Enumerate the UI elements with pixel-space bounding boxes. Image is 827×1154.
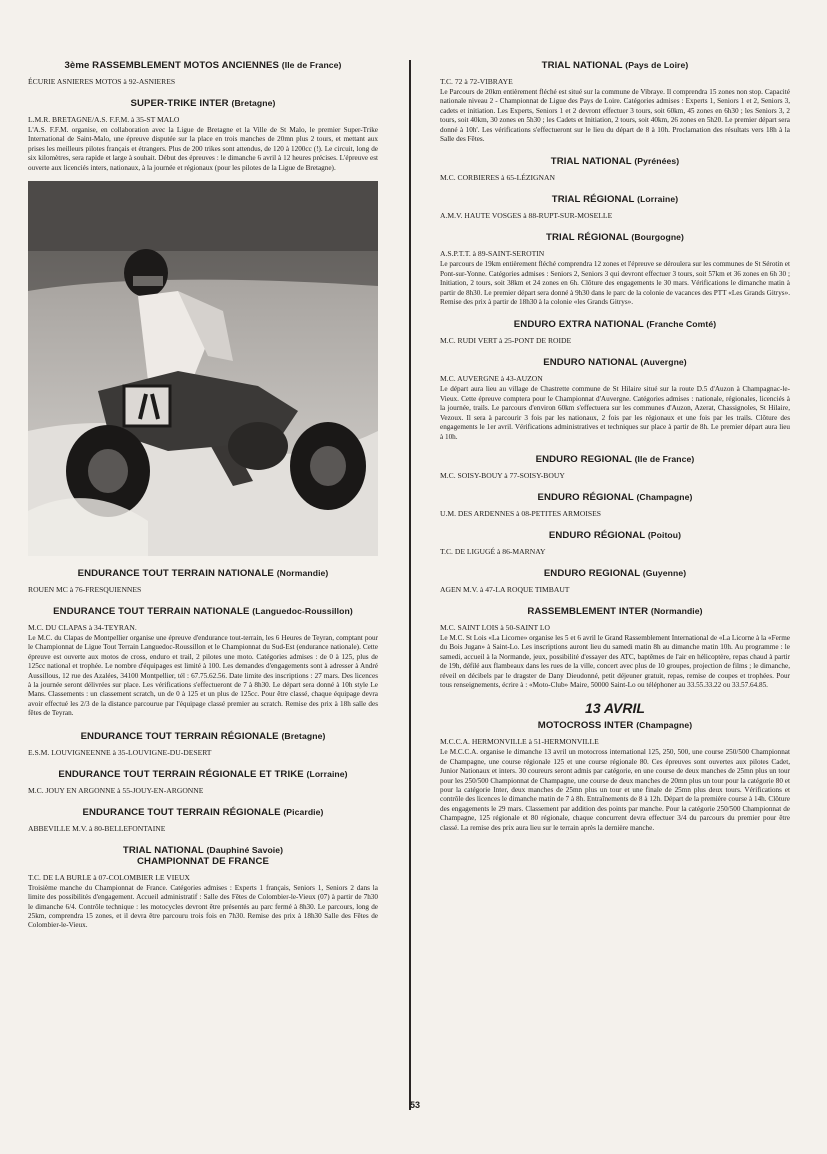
section-heading: RASSEMBLEMENT INTER (Normandie) (527, 605, 703, 617)
section (28, 98, 378, 173)
section-heading: TRIAL RÉGIONAL (Bourgogne) (545, 232, 685, 244)
section-heading: ENDURO REGIONAL (Guyenne) (543, 567, 687, 579)
section-heading: ENDURO REGIONAL (Ile de France) (535, 453, 695, 465)
section-subheading: CHAMPIONNAT DE FRANCE (137, 855, 269, 867)
club-line: M.C.C.A. HERMONVILLE à 51-HERMONVILLE (440, 737, 599, 747)
section-heading: TRIAL NATIONAL (Dauphiné Savoie) (122, 844, 284, 856)
club-line: ABBEVILLE M.V. à 80-BELLEFONTAINE (28, 823, 166, 833)
club-line: L.M.R. BRETAGNE/A.S. F.F.M. à 35-ST MALO (28, 115, 180, 124)
right-column (440, 56, 790, 835)
date-heading: 13 AVRIL (585, 700, 645, 717)
section-heading: TRIAL RÉGIONAL (Lorraine) (551, 194, 679, 206)
section (440, 194, 790, 220)
club-line: U.M. DES ARDENNES à 08-PETITES ARMOISES (440, 508, 601, 518)
section-text: Le M.C. St Lois «La Licorne» organise les 5 et 6 avril le Grand Rassemblement International de «La Licorne à la «Ferme du Bois Jugan» à Saint-Lo. Les inscriptions auront lieu du samedi matin 8h au dimanche matin 10h. Au programme : le samedi, accueil à la Normande, jeux, possibilité d'essayer des ATC, baptêmes de l'air en hélicoptère, repas chaud à partir de 19h, défilé aux flambeaux dans les rues de la ville, concert avec plus de 10 groupes, projection de films ; le dimanche, réveil en décibels par le dragster de Dany Dieudonné, petit déjeuner gratuit, repas, remise de coupes et trophées. Pour tous renseignements, écrire à : «Moto-Club» Maire, 50000 Saint-Lo ou téléphoner au 33.55.33.22 ou 33.57.64.85. (440, 633, 790, 689)
section (440, 156, 790, 182)
section (28, 568, 378, 594)
section-text: Le M.C.C.A. organise le dimanche 13 avril un motocross international 125, 250, 500, une course 250/500 Championnat de Champagne, une course régionale 125 et une course régionale 80. Ces épreuves sont ouvertes aux pilotes Cadet, Junior Nationaux et inters. 30 coureurs seront admis par catégorie, en une course de deux manches de 25mn plus un tour pour les 250/500 Championnat de Champagne, une course de deux manches de 20mn plus un tour pour la catégorie 80 et pour la catégorie Inter, deux manches de 25mn plus un tour et une finale de 25mn plus deux tours. Vérifications et contrôle des licences le dimanche matin de 7 à 8h. Entraînements de 8 à 12h. Départ de la première course à 14h. Clôture des engagements le 29 mars. Classement par addition des points par manche. Pour la catégorie 250/500 Championnat de Champagne, 125 régionale et 80 régionale, chaque concurrent devra effectuer 3/4 du parcours du premier pour être classé. La remise des prix aura lieu sur le terrain après la dernière manche. (440, 748, 790, 832)
section-heading: ENDURANCE TOUT TERRAIN RÉGIONALE ET TRIKE (Lorraine) (58, 768, 348, 780)
section-text: Le départ aura lieu au village de Chastrette commune de St Hilaire situé sur la route D.5 d'Auzon à Champagnac-le-Vieux. Cette épreuve comptera pour le Championnat d'Auvergne. Catégories admises : nationale, régionales, licenciés à la journée, trails. Le parcours d'environ 60km s'effectuera sur les communes d'Auzon, Azerat, Chassignoles, St Hilaire, Vezoux. Il sera à parcourir 3 fois par les nationaux, 2 fois par les régionaux et une fois par les trails. Clôture des engagements le 1er avril. Vérifications administratives et techniques sur place à partir de 8h. Le premier départ aura lieu à 10h. (440, 385, 790, 441)
club-line: AGEN M.V. à 47-LA ROQUE TIMBAUT (440, 584, 570, 594)
club-line: M.C. JOUY EN ARGONNE à 55-JOUY-EN-ARGONNE (28, 785, 204, 795)
section-text: Le M.C. du Clapas de Montpellier organise une épreuve d'endurance tout-terrain, les 6 Heures de Teyran, comptant pour le Championnat de Ligue Tout Terrain Languedoc-Roussillon et le Championnat du Sud-Est (endurance nationale). Cette épreuve est ouverte aux motos de cross, enduro et trail, 2 pilotes une moto. Catégories admises : de 0 à 125, plus de 125cc national et trophée. Le nombre d'équipages est limité à 100. Les demandes d'engagements sont à adresser à André Aussillous, 12 rue des Azalées, 34100 Montpellier, tél : 67.75.62.56. Date limite des inscriptions : 27 mars. Des licences à la journée seront délivrées sur place. Les vérifications s'effectueront de 7 à 8h30. Le départ sera donné à 10h style Le Mans. Classements : un classement scratch, un de 0 à 125 et un plus de 125cc. Pour être classé, chaque équipage devra avoir effectué les 2/3 de la distance parcourue par l'équipage classé premier au scratch. Remise des prix à 18h salle des fêtes de Teyran. (28, 634, 378, 718)
section-heading: 3ème RASSEMBLEMENT MOTOS ANCIENNES (Ile de France) (64, 60, 342, 71)
section (440, 60, 790, 144)
section (440, 357, 790, 441)
club-line: M.C. SOISY-BOUY à 77-SOISY-BOUY (440, 470, 565, 480)
section-heading: SUPER-TRIKE INTER (Bretagne) (130, 98, 276, 109)
section (28, 606, 378, 719)
section-text: Troisième manche du Championnat de France. Catégories admises : Experts 1 français, Seniors 1, Seniors 2 dans la limite des possibilités d'engagement. Accueil administratif : Salle des Fêtes de Colombier-le-Vieux (07) à partir de 7h30 le dimanche 6/4. Contrôle technique : les motocycles devront être présentés au parc fermé à 8h30. Le parcours, long de 25km, comprendra 15 zones, et il devra être parcouru trois fois en 7h30. Remise des prix à 18h30 Salle des Fêtes de Colombier-le-Vieux. (28, 883, 378, 930)
section-heading: ENDURANCE TOUT TERRAIN NATIONALE (Languedoc-Roussillon) (53, 606, 353, 618)
left-column (28, 56, 378, 933)
section (28, 60, 378, 86)
atv-rider-photo (28, 181, 378, 556)
club-line: T.C. DE LIGUGÉ à 86-MARNAY (440, 546, 546, 556)
section-heading: ENDURO EXTRA NATIONAL (Franche Comté) (513, 319, 717, 331)
club-line: A.M.V. HAUTE VOSGES à 88-RUPT-SUR-MOSELLE (440, 211, 613, 221)
club-line: A.S.P.T.T. à 89-SAINT-SEROTIN (440, 249, 545, 259)
section (440, 720, 790, 833)
section-heading: ENDURO RÉGIONAL (Poitou) (548, 529, 682, 541)
section (440, 568, 790, 594)
section-heading: ENDURO RÉGIONAL (Champagne) (537, 491, 693, 503)
section-heading: ENDURO NATIONAL (Auvergne) (543, 357, 687, 369)
club-line: M.C. DU CLAPAS à 34-TEYRAN. (28, 623, 137, 633)
section-heading: TRIAL NATIONAL (Pyrénées) (550, 156, 680, 168)
section (440, 492, 790, 518)
club-line: M.C. SAINT LOIS à 50-SAINT LO (440, 622, 551, 632)
club-line: ÉCURIE ASNIERES MOTOS à 92-ASNIERES (28, 77, 176, 86)
club-line: T.C. DE LA BURLE à 07-COLOMBIER LE VIEUX (28, 872, 190, 882)
column-divider (409, 60, 411, 1110)
section (440, 530, 790, 556)
section-heading: ENDURANCE TOUT TERRAIN NATIONALE (Normandie) (77, 568, 329, 580)
club-line: M.C. CORBIERES à 65-LÉZIGNAN (440, 173, 555, 183)
section-text: Le parcours de 19km entièrement fléché comprendra 12 zones et l'épreuve se déroulera sur les communes de St Sérotin et Pont-sur-Yonne. Catégories admises : Seniors 2, Seniors 3 qui devront effectuer 3 tours, soit 57km et 36 zones en 6h 30 ; Initiation, 2 tours, soit 38km et 24 zones en 6h. Clôture des engagements le 30 mars. Vérifications le dimanche matin à partir de 8h30. Le premier départ sera donné à 9h30 dans le parc de la colonie de vacances des PTT «Les Grands Gitrys». Remise des prix à partir de 18h30 à la colonie «les Grands Gitrys». (440, 260, 790, 307)
section (28, 845, 378, 931)
section-heading: ENDURANCE TOUT TERRAIN RÉGIONALE (Bretagne) (80, 730, 326, 742)
club-line: E.S.M. LOUVIGNEENNE à 35-LOUVIGNE-DU-DESERT (28, 747, 212, 757)
section (440, 606, 790, 690)
section-text: Le Parcours de 20km entièrement fléché est situé sur la commune de Vibraye. Il comprendra 15 zones non stop. Capacité nationale niveau 2 - Championnat de Ligue des Pays de Loire. Catégories admises : Experts 1, Seniors 1 et 2, Seniors 3, cadets et initiation. Les Experts, Seniors 1 et 2 devront effectuer 3 tours, soit 60km, 45 zones en 6h30 ; les Seniors 3, 2 tours, soit 40km, 30 zones en 5h30 ; les Cadets et Initiation, 2 tours, soit 40km, 26 zones en 5h20. Le premier départ sera donné à 10h'. Les vérifications s'effectueront sur le lieu du départ de 8 à 10h. Proclamation des résultats vers 18h à la Salle des Fêtes. (440, 88, 790, 144)
section (28, 769, 378, 795)
club-line: M.C. RUDI VERT à 25-PONT DE ROIDE (440, 336, 572, 346)
section-text: L'A.S. F.F.M. organise, en collaboration avec la Ligue de Bretagne et la Ville de St Malo, le premier Super-Trike International de Saint-Malo, une épreuve disputée sur la place en trois manches de 20mn plus 2 tours, et mettant aux prises les meilleurs pilotes français et étrangers. Plus de 200 trikes sont attendus, de 120 à 1200cc (!). Le circuit, long de six kilomètres, sera rapide et large à souhait. Début des épreuves : le dimanche 6 avril à 12 heures précises. L'épreuve est ouverte aux licenciés inters, nationaux, à la journée et régionaux (pour les pilotes de la Ligue de Bretagne). (28, 126, 378, 172)
section (28, 807, 378, 833)
club-line: ROUEN MC à 76-FRESQUIENNES (28, 585, 142, 595)
club-line: T.C. 72 à 72-VIBRAYE (440, 77, 513, 86)
section (440, 454, 790, 480)
page-number: 53 (409, 1100, 420, 1110)
section (440, 319, 790, 345)
section-heading: MOTOCROSS INTER (Champagne) (537, 720, 693, 732)
section (28, 731, 378, 757)
section-heading: TRIAL NATIONAL (Pays de Loire) (541, 60, 689, 71)
section (440, 232, 790, 307)
section-heading: ENDURANCE TOUT TERRAIN RÉGIONALE (Picardie) (82, 806, 324, 818)
club-line: M.C. AUVERGNE à 43-AUZON (440, 374, 543, 384)
